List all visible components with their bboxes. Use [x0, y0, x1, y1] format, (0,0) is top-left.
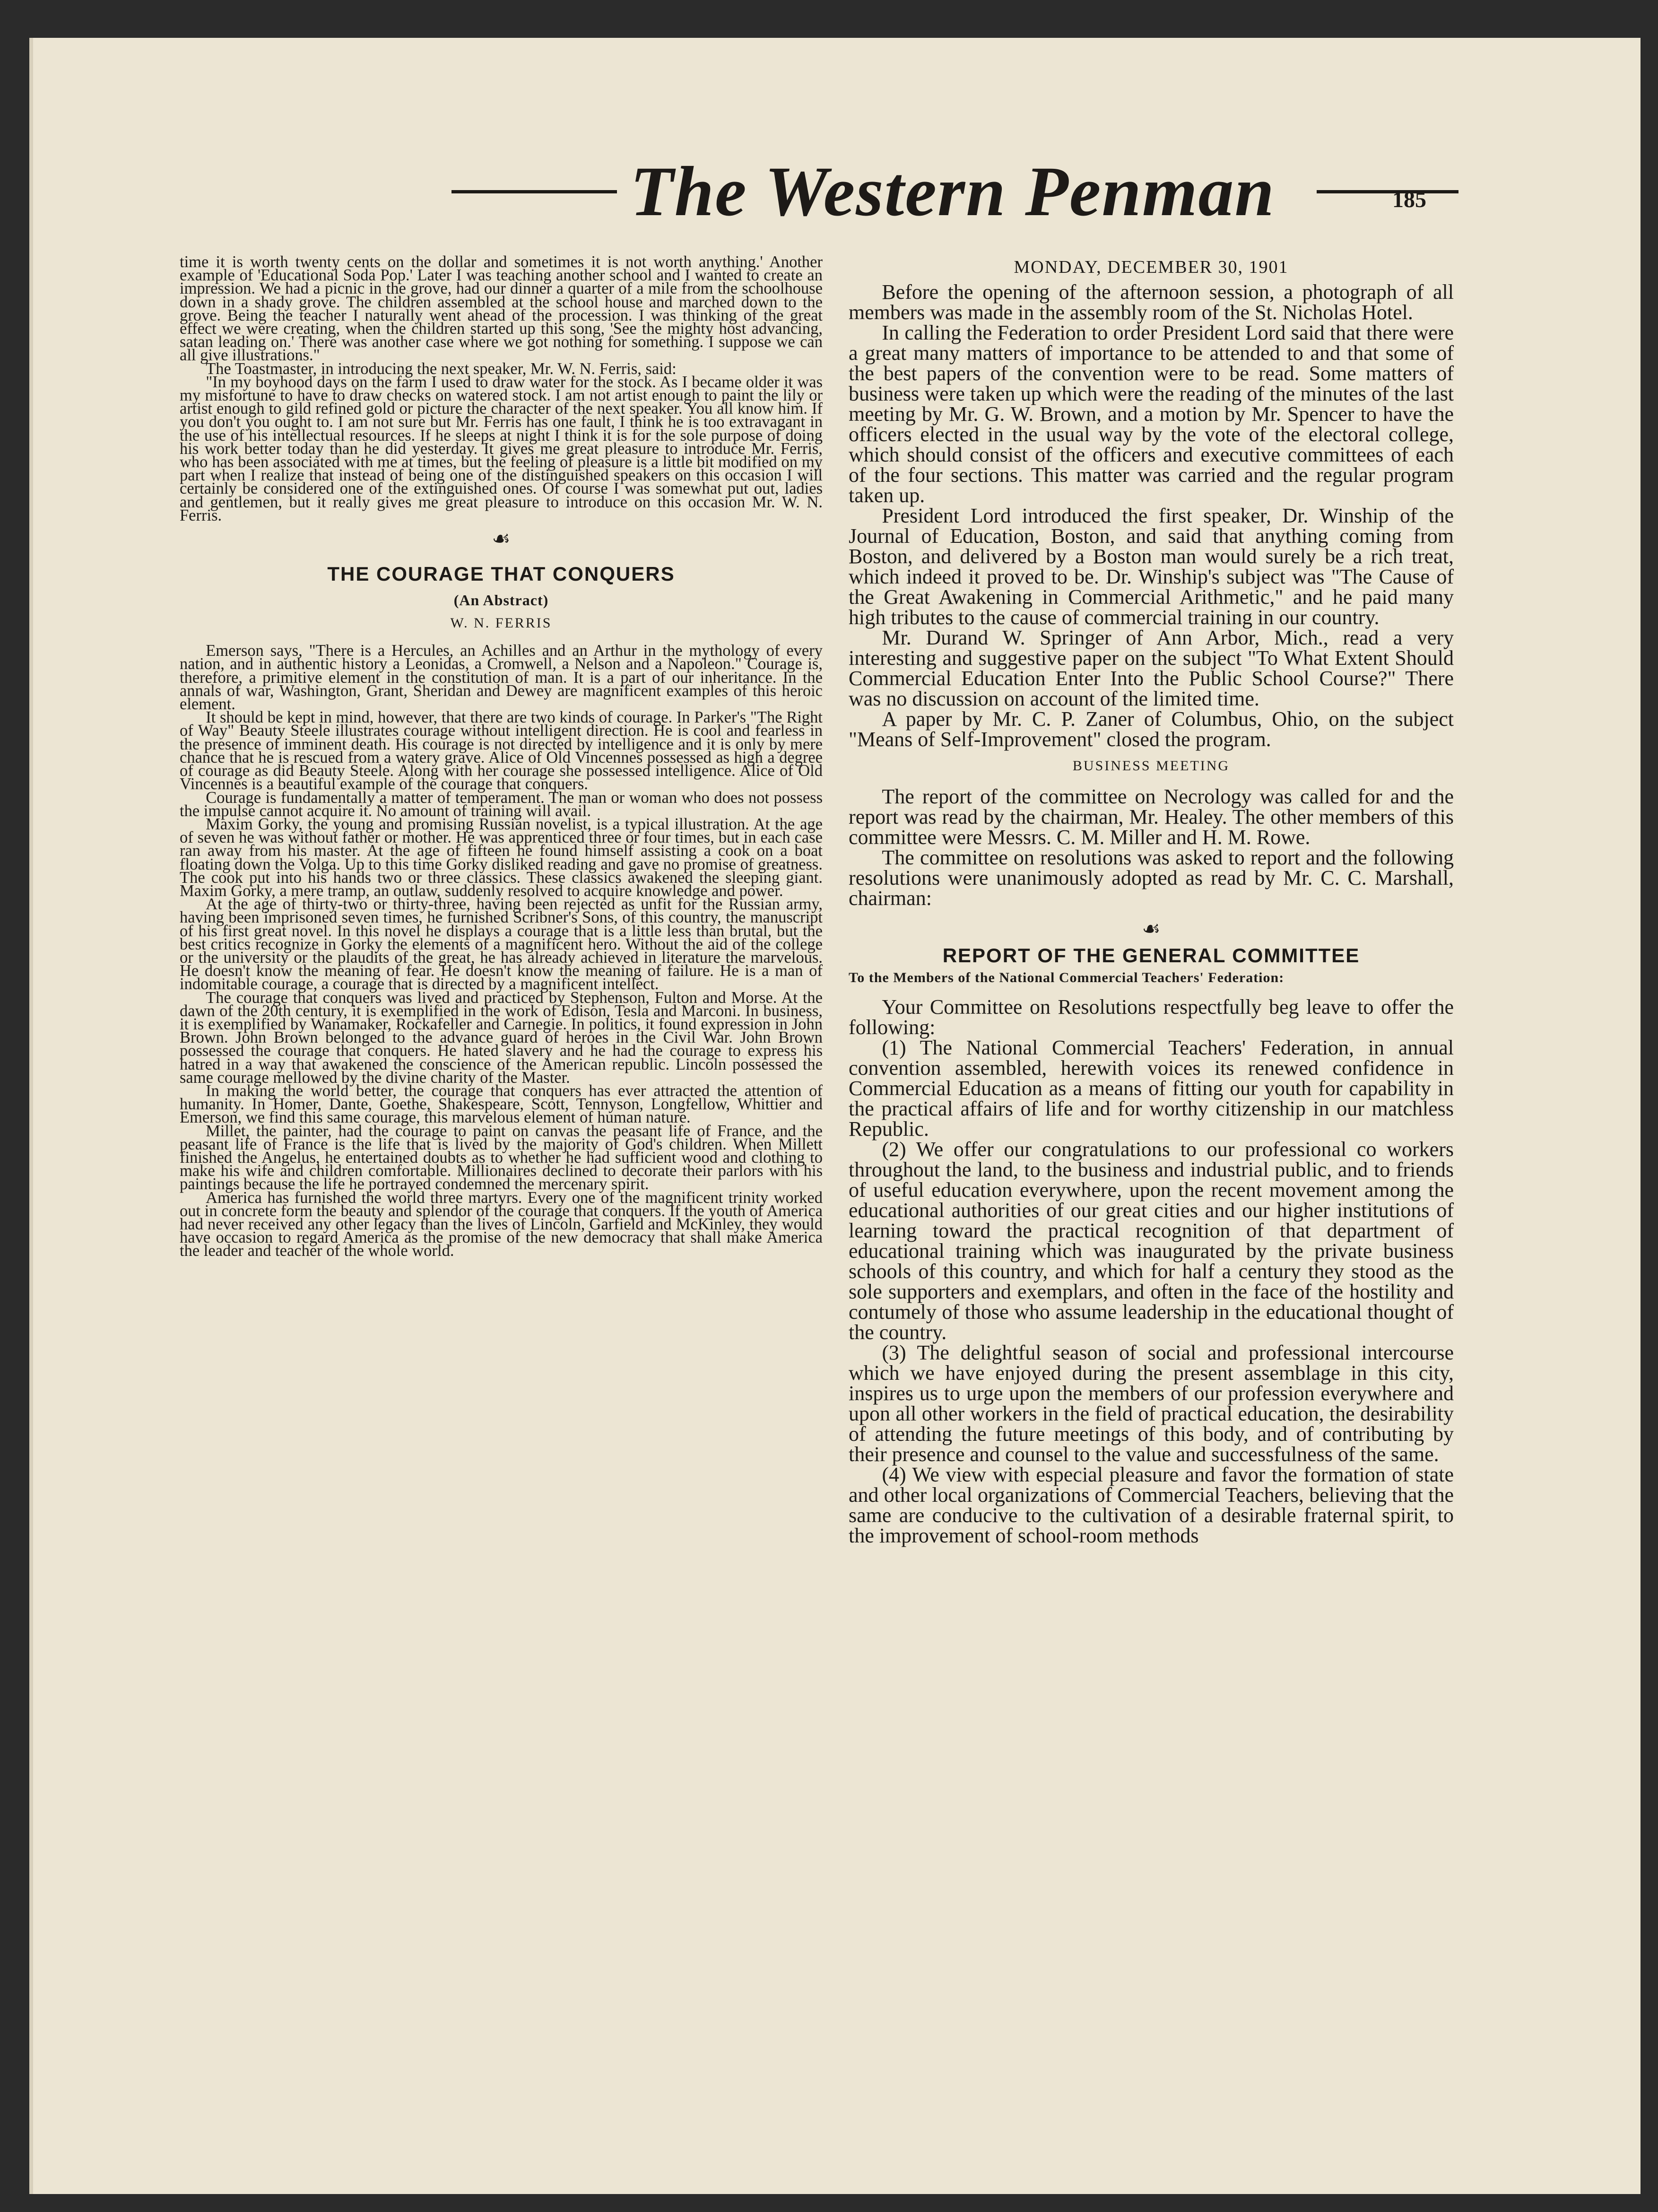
- resolution-paragraph: Your Committee on Resolutions respectfully beg leave to offer the following:: [849, 995, 1454, 1039]
- ornament-icon: ☙: [1142, 917, 1161, 941]
- header-rule-left: [451, 190, 617, 193]
- article-paragraph: America has furnished the world three martyrs. Every one of the magnificent trinity worked out in concrete form the beauty and splendor of the courage that conquers. If the youth of America had never received any other legacy than the lives of Lincoln, Garfield and McKinley, they would have occasion to regard America as the promise of the new democracy that shall make America the leader and teacher of the whole world.: [180, 1188, 823, 1260]
- business-paragraph: The committee on resolutions was asked to report and the following resolutions were unanimously adopted as read by Mr. C. C. Marshall, chairman:: [849, 846, 1454, 910]
- article-paragraph: Maxim Gorky, the young and promising Russian novelist, is a typical illustration. At the age of seven he was without father or mother. He was apprenticed three or four times, but in each case ran away from his master. At the age of fifteen he found himself assisting a cook on a boat floating down the Volga. Up to this time Gorky disliked reading and gave no promise of greatness. The cook put into his hands two or three classics. These classics awakened the sleeping giant. Maxim Gorky, a mere tramp, an outlaw, suddenly resolved to acquire knowledge and power.: [180, 815, 823, 900]
- session-paragraph: President Lord introduced the first speaker, Dr. Winship of the Journal of Education, Boston, and said that anything coming from Boston, and delivered by a Boston man would surely be a rich treat, which indeed it proved to be. Dr. Winship's subject was "The Cause of the Great Awakening in Commercial Arithmetic," and he paid many high tributes to the cause of commercial training in our country.: [849, 504, 1454, 629]
- article-paragraph: Courage is fundamentally a matter of temperament. The man or woman who does not possess the impulse cannot acquire it. No amount of training will avail.: [180, 788, 823, 820]
- masthead-header: [451, 152, 1458, 231]
- article-paragraph: Emerson says, "There is a Hercules, an Achilles and an Arthur in the mythology of every nation, and in authentic history a Leonidas, a Cromwell, a Nelson and a Napoleon." Courage is, therefore, a primitive element in the constitution of man. It is a part of our inheritance. In the annals of war, Washington, Grant, Sheridan and Dewey are magnificent examples of this heroic element.: [180, 642, 823, 714]
- article-paragraph: Millet, the painter, had the courage to paint on canvas the peasant life of France, and the peasant life of France is the life that is lived by the majority of God's children. When Millett finished the Angelus, he entertained doubts as to whether he had sufficient wood and clothing to make his wife and children comfortable. Millionaires declined to decorate their parlors with his paintings because the life he portrayed condemned the mercenary spirit.: [180, 1122, 823, 1193]
- session-paragraph: Before the opening of the afternoon session, a photograph of all members was made in the assembly room of the St. Nicholas Hotel.: [849, 280, 1454, 324]
- intro-paragraph: The Toastmaster, in introducing the next speaker, Mr. W. N. Ferris, said:: [206, 359, 677, 378]
- intro-paragraph: "In my boyhood days on the farm I used to draw water for the stock. As I became older it was my misfortune to have to draw checks on watered stock. I am not artist enough to paint the lily or artist enough to gild refined gold or picture the character of the next speaker. You all know him. If you don't you ought to. I am not sure but Mr. Ferris has one fault, I think he is too extravagant in the use of his intellectual resources. If he sleeps at night I think it is for the sole purpose of doing his work better today than he did yesterday. It gives me great pleasure to introduce Mr. Ferris, who has been associated with me at times, but the feeling of pleasure is a little bit modified on my part when I realize that instead of being one of the distinguished speakers on this occasion I will certainly be considered one of the extinguished ones. Of course I was somewhat put out, ladies and gentlemen, but it really gives me great pleasure to introduce on this occasion Mr. W. N. Ferris.: [180, 373, 823, 524]
- session-paragraph: Mr. Durand W. Springer of Ann Arbor, Mich., read a very interesting and suggestive paper on the subject "To What Extent Should Commercial Education Enter Into the Public School Course?" There was no discussion on account of the limited time.: [849, 626, 1454, 710]
- header-rule-right: [1317, 190, 1458, 193]
- date-heading: MONDAY, DECEMBER 30, 1901: [1014, 257, 1289, 277]
- resolution-paragraph: (2) We offer our congratulations to our professional co workers throughout the land, to the business and industrial public, and to friends of useful education everywhere, upon the recent movement among the educational authorities of our great cities and our higher institutions of learning toward the practical recognition of that department of educational training which was inaugurated by the private business schools of this country, and which for half a century they stood as the sole supporters and exemplars, and often in the face of the hostility and contumely of those who assume leadership in the educational thought of the country.: [849, 1138, 1454, 1344]
- intro-paragraph: time it is worth twenty cents on the dollar and sometimes it is not worth anything.' Another example of 'Educational Soda Pop.' Later I was teaching another school and I wanted to create an impression. We had a picnic in the grove, had our dinner a quarter of a mile from the schoolhouse down in a shady grove. The children assembled at the school house and marched down to the grove. Being the teacher I naturally went ahead of the procession. I was thinking of the great effect we were creating, when the children started up this song, 'See the mighty host advancing, satan leading on.' There was another case where we got nothing for something. I suppose we can all give illustrations.": [180, 253, 823, 365]
- resolution-paragraph: (4) We view with especial pleasure and favor the formation of state and other local organizations of Commercial Teachers, believing that the same are conducive to the cultivation of a desirable fraternal spirit, to the improvement of school-room methods: [849, 1463, 1454, 1547]
- right-column: [849, 255, 1454, 1546]
- article-author: W. N. FERRIS: [450, 615, 552, 631]
- ornament-icon: ☙: [492, 527, 511, 551]
- business-paragraph: The report of the committee on Necrology was called for and the report was read by the chairman, Mr. Healey. The other members of this committee were Messrs. C. M. Miller and H. M. Rowe.: [849, 785, 1454, 849]
- report-heading: REPORT OF THE GENERAL COMMITTEE: [942, 944, 1360, 967]
- masthead-title: The Western Penman: [630, 152, 1275, 231]
- left-column: [180, 255, 823, 1258]
- article-paragraph: The courage that conquers was lived and practiced by Stephenson, Fulton and Morse. At the dawn of the 20th century, it is exemplified in the work of Edison, Tesla and Marconi. In business, it is exemplified by Wanamaker, Rockafeller and Carnegie. In politics, it found expression in John Brown. John Brown belonged to the advance guard of heroes in the Civil War. John Brown possessed the courage that conquers. He hated slavery and he had the courage to express his hatred in a way that awakened the conscience of the American republic. Lincoln possessed the same courage mellowed by the divine charity of the Master.: [180, 988, 823, 1087]
- article-paragraph: At the age of thirty-two or thirty-three, having been rejected as unfit for the Russian army, having been imprisoned seven times, he furnished Scribner's Sons, of this country, the manuscript of his first great novel. In this novel he displays a courage that is a little less than brutal, but the best critics recognize in Gorky the elements of a magnificent hero. Without the aid of the college or the university or the plaudits of the great, he has already achieved in literature the marvelous. He doesn't know the meaning of fear. He doesn't know the meaning of failure. He is a man of indomitable courage, a courage that is directed by a magnificent intellect.: [180, 895, 823, 993]
- article-paragraph: It should be kept in mind, however, that there are two kinds of courage. In Parker's "The Right of Way" Beauty Steele illustrates courage without intelligent direction. He is cool and fearless in the presence of imminent death. His courage is not directed by intelligence and it is only by mere chance that he is rescued from a watery grave. Alice of Old Vincennes possessed as high a degree of courage as did Beauty Steele. Along with her courage she possessed intelligence. Alice of Old Vincennes is a beautiful example of the courage that conquers.: [180, 708, 823, 793]
- article-subtitle: (An Abstract): [453, 592, 549, 609]
- resolution-paragraph: (3) The delightful season of social and professional intercourse which we have enjoyed during the present assemblage in this city, inspires us to urge upon the members of our profession everywhere and upon all other workers in the field of practical education, the desirability of attending the future meetings of this body, and of contributing by their presence and counsel to the value and successfulness of the same.: [849, 1341, 1454, 1466]
- article-paragraph: In making the world better, the courage that conquers has ever attracted the attention of humanity. In Homer, Dante, Goethe, Shakespeare, Scott, Tennyson, Longfellow, Whittier and Emerson, we find this same courage, this marvelous element of human nature.: [180, 1081, 823, 1127]
- session-paragraph: A paper by Mr. C. P. Zaner of Columbus, Ohio, on the subject "Means of Self-Improvement" closed the program.: [849, 707, 1454, 751]
- business-meeting-heading: BUSINESS MEETING: [1072, 758, 1230, 774]
- resolution-paragraph: (1) The National Commercial Teachers' Federation, in annual convention assembled, herewith voices its renewed confidence in Commercial Education as a means of fitting our youth for capability in the practical affairs of life and for worthy citizenship in our matchless Republic.: [849, 1036, 1454, 1141]
- page-number: 185: [1392, 187, 1426, 212]
- report-salutation: To the Members of the National Commercial Teachers' Federation:: [849, 970, 1285, 985]
- session-paragraph: In calling the Federation to order President Lord said that there were a great many matters of importance to be attended to and that some of the best papers of the convention were to be read. Some matters of business were taken up which were the reading of the minutes of the last meeting by Mr. G. W. Brown, and a motion by Mr. Spencer to have the officers elected in the usual way by the vote of the electoral college, which should consist of the officers and executive committees of each of the four sections. This matter was carried and the regular program taken up.: [849, 321, 1454, 507]
- article-title: THE COURAGE THAT CONQUERS: [327, 563, 675, 585]
